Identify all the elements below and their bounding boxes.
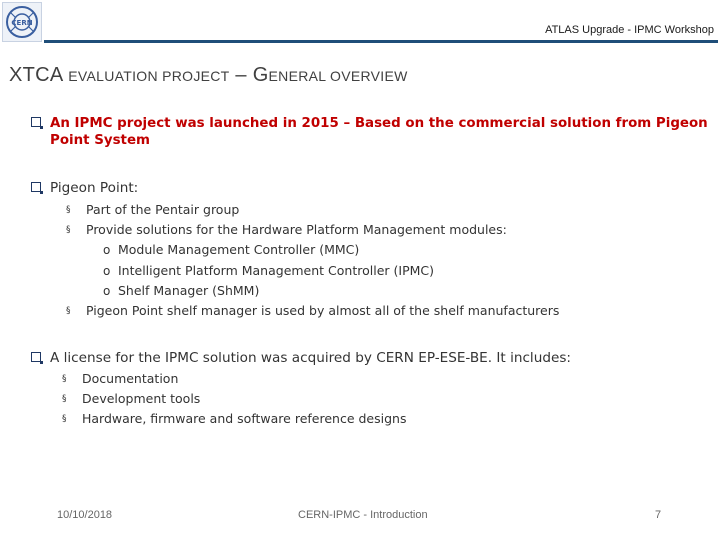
list-item — [0, 281, 720, 301]
title-dash: – — [229, 64, 253, 86]
checkbox-bullet-icon — [31, 182, 41, 192]
square-bullet-icon: § — [66, 306, 71, 317]
sub-item-text: Pigeon Point shelf manager is used by almost all of the shelf manufacturers — [86, 303, 560, 319]
square-bullet-icon: § — [62, 374, 67, 384]
list-item — [0, 301, 720, 321]
bullet-2-sublist — [0, 200, 720, 321]
bullet-3-sublist — [0, 369, 720, 430]
footer-title: CERN-IPMC - Introduction — [298, 509, 428, 521]
header-divider — [44, 40, 718, 43]
sub-sub-item-text: Module Management Controller (MMC) — [118, 242, 360, 258]
slide-title — [9, 64, 408, 87]
header-title: ATLAS Upgrade - IPMC Workshop — [545, 24, 714, 36]
bullet-2-text: Pigeon Point: — [50, 180, 139, 196]
list-item — [0, 180, 720, 197]
sub-item-text: Part of the Pentair group — [86, 202, 240, 217]
list-item — [0, 369, 720, 389]
sub-item-text: Development tools — [82, 391, 201, 407]
list-item — [0, 220, 720, 240]
sub-sub-item-text: Intelligent Platform Management Controller (IPMC) — [118, 262, 434, 278]
list-item — [0, 409, 720, 429]
list-item — [0, 389, 720, 409]
list-item — [0, 350, 720, 367]
square-bullet-icon: § — [66, 205, 71, 215]
bullet-3-text: A license for the IPMC solution was acquired by CERN EP-ESE-BE. It includes: — [50, 350, 571, 366]
list-item — [0, 261, 720, 281]
list-item — [0, 200, 720, 220]
title-general-overview: ENERAL OVERVIEW — [268, 68, 408, 84]
checkbox-bullet-icon — [31, 352, 41, 362]
circle-bullet-icon: o — [103, 283, 111, 298]
sub-sub-item-text: Shelf Manager (ShMM) — [118, 282, 260, 298]
list-item — [0, 115, 720, 149]
checkbox-bullet-icon — [31, 117, 41, 127]
circle-bullet-icon: o — [103, 243, 111, 258]
bullet-block-1 — [0, 115, 720, 149]
title-g: G — [252, 64, 269, 86]
sub-item-text: Documentation — [82, 371, 179, 386]
bullet-1-text: An IPMC project was launched in 2015 – Based on the commercial solution from Pigeon Point System — [50, 116, 708, 148]
square-bullet-icon: § — [62, 414, 67, 425]
title-evaluation: EVALUATION PROJECT — [68, 68, 230, 84]
bullet-block-2 — [0, 180, 720, 197]
footer-date: 10/10/2018 — [57, 509, 113, 521]
bullet-block-3 — [0, 350, 720, 367]
sub-item-text: Hardware, firmware and software reference designs — [82, 411, 407, 427]
square-bullet-icon: § — [62, 394, 67, 405]
sub-item-text: Provide solutions for the Hardware Platform Management modules: — [86, 222, 507, 238]
logo-text: CERN — [11, 19, 33, 27]
cern-logo-icon — [2, 2, 42, 42]
title-tca: TCA — [22, 64, 69, 86]
square-bullet-icon: § — [66, 225, 71, 236]
title-x: X — [9, 64, 23, 86]
circle-bullet-icon: o — [103, 263, 111, 278]
list-item — [0, 240, 720, 260]
page-number: 7 — [655, 509, 662, 521]
